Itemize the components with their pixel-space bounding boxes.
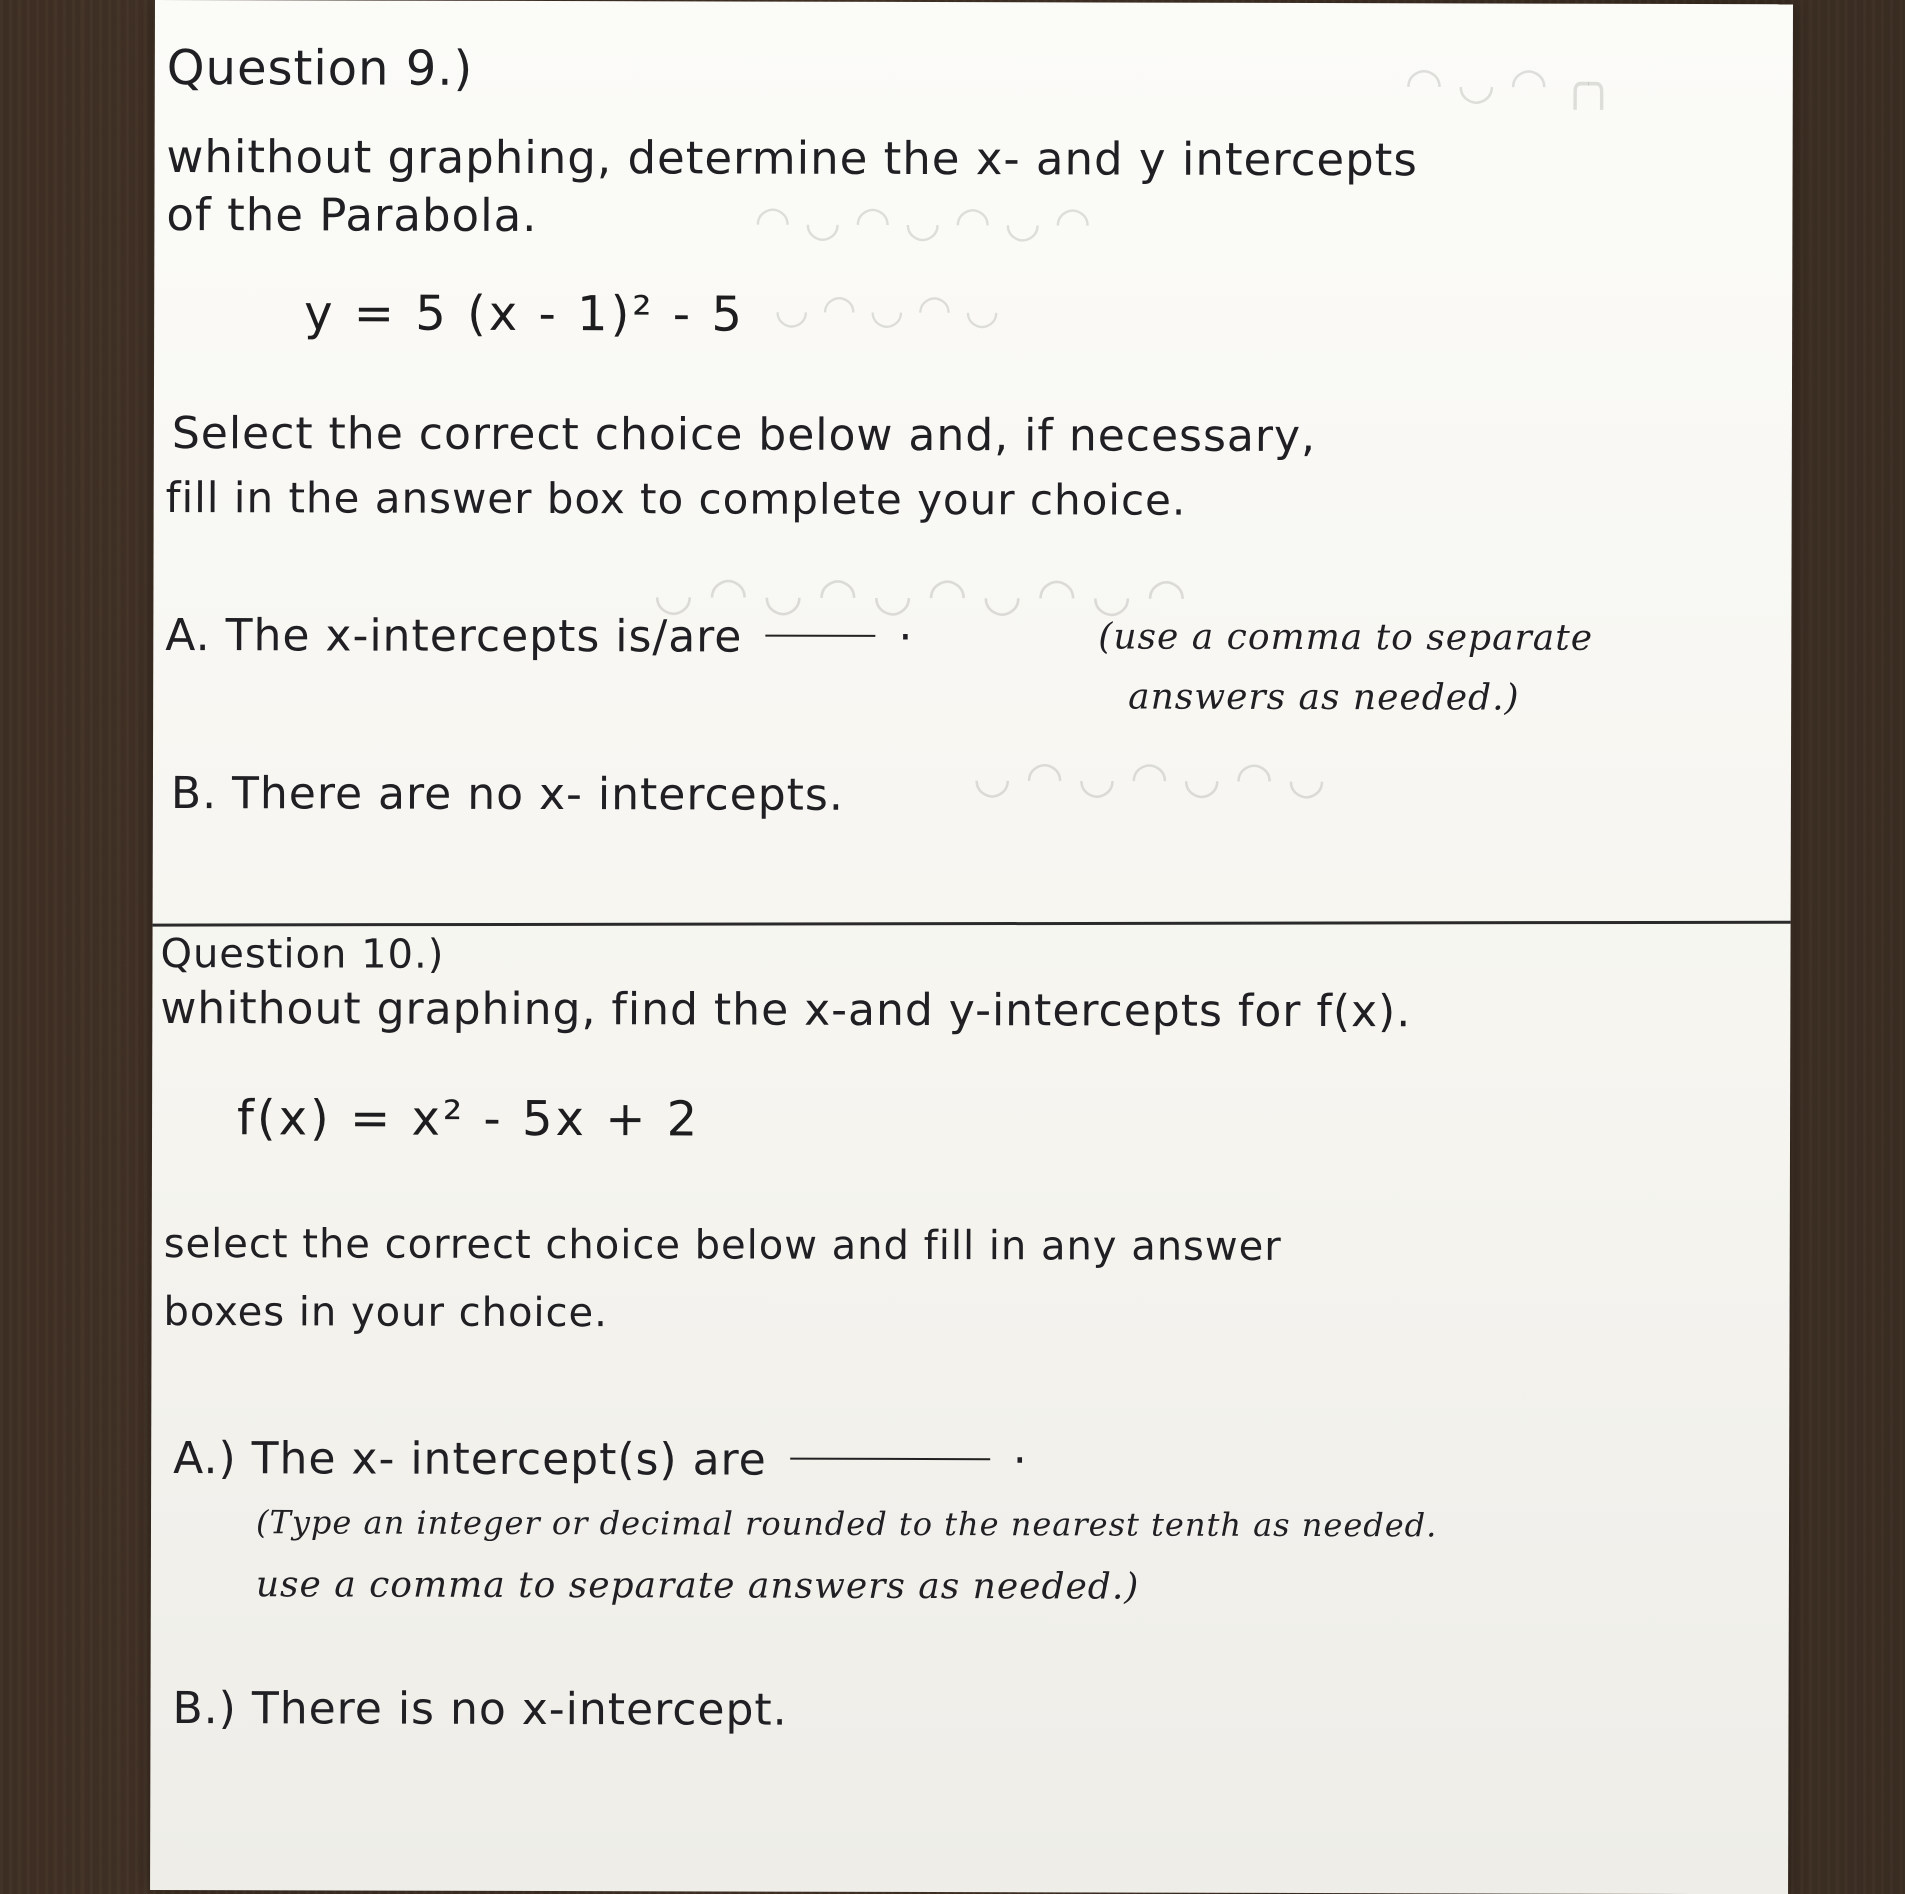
q9-choice-a bbox=[165, 612, 913, 662]
bleed-through-marks: ◡ ◠ ◡ ◠ ◡ bbox=[774, 286, 1000, 334]
q10-choice-a-label: A.) The x- intercept(s) are bbox=[173, 1433, 767, 1486]
q9-equation: y = 5 (x - 1)² - 5 bbox=[304, 285, 746, 343]
section-divider bbox=[153, 921, 1791, 927]
bleed-through-marks: ╭╮ ◠ ◡ ◠ bbox=[1404, 58, 1615, 110]
q9-choice-b: B. There are no x- intercepts. bbox=[170, 768, 844, 821]
bleed-through-marks: ◡ ◠ ◡ ◠ ◡ ◠ ◡ bbox=[972, 752, 1326, 805]
q9-heading: Question 9.) bbox=[166, 40, 474, 97]
handwritten-worksheet-page bbox=[150, 0, 1793, 1894]
q9-instruction-line-1: whithout graphing, determine the x- and y intercepts bbox=[166, 130, 1418, 187]
q10-choice-b: B.) There is no x-intercept. bbox=[172, 1683, 788, 1736]
q10-answer-blank[interactable] bbox=[790, 1458, 990, 1461]
q10-choice-a-note-1: (Type an integer or decimal rounded to the nearest tenth as needed. bbox=[255, 1503, 1438, 1545]
q10-select-line-2: boxes in your choice. bbox=[163, 1289, 608, 1337]
q10-choice-a bbox=[173, 1435, 1028, 1486]
q10-heading: Question 10.) bbox=[160, 931, 445, 978]
q10-select-line-1: select the correct choice below and fill in any answer bbox=[163, 1221, 1282, 1270]
dot: · bbox=[898, 611, 914, 663]
q9-choice-a-note-2: answers as needed.) bbox=[1128, 676, 1520, 719]
q9-answer-blank[interactable] bbox=[765, 635, 875, 637]
q10-choice-a-note-2: use a comma to separate answers as needed.) bbox=[255, 1564, 1140, 1608]
q9-choice-a-note-1: (use a comma to separate bbox=[1098, 616, 1594, 659]
dot: · bbox=[1012, 1435, 1028, 1487]
q10-instruction: whithout graphing, find the x-and y-intercepts for f(x). bbox=[160, 983, 1412, 1038]
bleed-through-marks: ◠ ◡ ◠ ◡ ◠ ◡ ◠ ◡ ◠ ◡ bbox=[653, 566, 1187, 622]
q9-select-line-2: fill in the answer box to complete your choice. bbox=[165, 473, 1187, 525]
q9-select-line-1: Select the correct choice below and, if necessary, bbox=[171, 408, 1317, 463]
q10-equation: f(x) = x² - 5x + 2 bbox=[236, 1090, 701, 1148]
bleed-through-marks: ◠ ◡ ◠ ◡ ◠ ◡ ◠ bbox=[754, 196, 1092, 247]
q9-choice-a-label: A. The x-intercepts is/are bbox=[165, 610, 743, 663]
q9-instruction-line-2: of the Parabola. bbox=[166, 188, 538, 243]
